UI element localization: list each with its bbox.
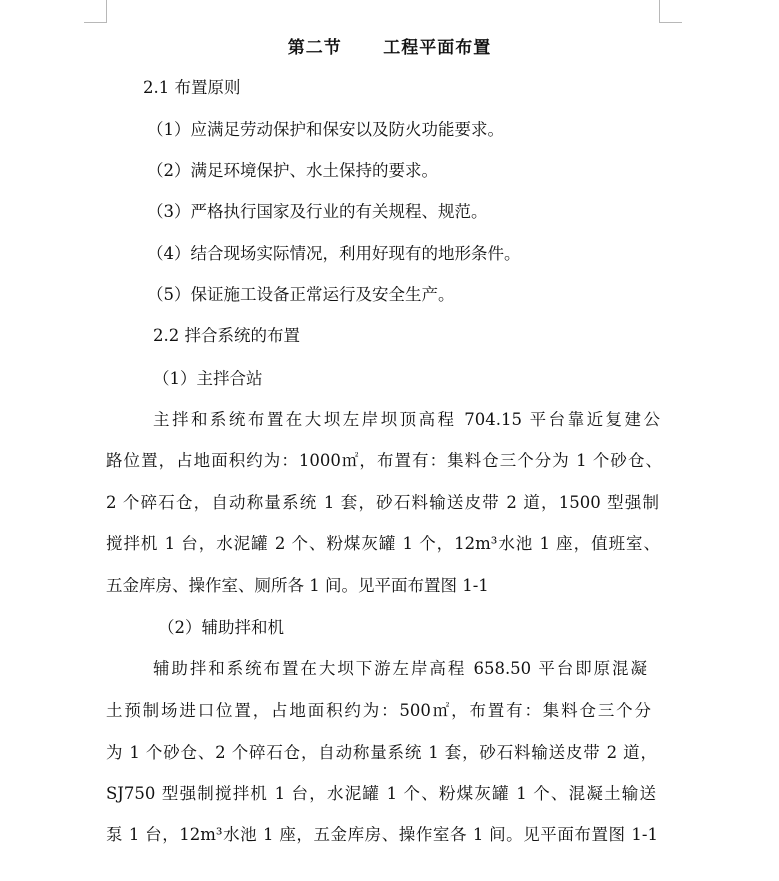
main-station-line-2: 路位置，占地面积约为：1000㎡，布置有：集料仓三个分为 1 个砂仓、 xyxy=(106,451,662,470)
subheading-main-station: （1）主拌合站 xyxy=(153,369,263,388)
principle-item-2: （2）满足环境保护、水土保持的要求。 xyxy=(147,161,438,180)
principle-item-1: （1）应满足劳动保护和保安以及防火功能要求。 xyxy=(147,120,504,139)
page-corner-mark-right xyxy=(659,0,682,23)
principle-item-3: （3）严格执行国家及行业的有关规程、规范。 xyxy=(147,202,488,221)
main-station-line-3: 2 个碎石仓，自动称量系统 1 套，砂石料输送皮带 2 道，1500 型强制 xyxy=(106,493,659,512)
heading-2-1: 2.1 布置原则 xyxy=(143,78,241,97)
aux-mixer-line-2: 土预制场进口位置，占地面积约为：500㎡，布置有：集料仓三个分 xyxy=(106,701,651,720)
principle-item-5: （5）保证施工设备正常运行及安全生产。 xyxy=(147,285,455,304)
heading-2-2: 2.2 拌合系统的布置 xyxy=(153,326,300,345)
aux-mixer-line-1: 辅助拌和系统布置在大坝下游左岸高程 658.50 平台即原混凝 xyxy=(153,659,647,678)
aux-mixer-line-4: SJ750 型强制搅拌机 1 台，水泥罐 1 个、粉煤灰罐 1 个、混凝土输送 xyxy=(106,784,656,803)
main-station-line-5: 五金库房、操作室、厕所各 1 间。见平面布置图 1-1 xyxy=(106,576,489,595)
aux-mixer-line-5: 泵 1 台，12m³水池 1 座，五金库房、操作室各 1 间。见平面布置图 1-1 xyxy=(106,825,658,844)
section-title: 第二节 工程平面布置 xyxy=(287,38,492,58)
aux-mixer-line-3: 为 1 个砂仓、2 个碎石仓，自动称量系统 1 套，砂石料输送皮带 2 道， xyxy=(106,743,657,762)
subheading-aux-mixer: （2）辅助拌和机 xyxy=(158,618,284,637)
main-station-line-4: 搅拌机 1 台，水泥罐 2 个、粉煤灰罐 1 个，12m³水池 1 座，值班室、 xyxy=(106,534,660,553)
page-corner-mark-left xyxy=(84,0,107,23)
principle-item-4: （4）结合现场实际情况，利用好现有的地形条件。 xyxy=(147,244,521,263)
main-station-line-1: 主拌和系统布置在大坝左岸坝顶高程 704.15 平台靠近复建公 xyxy=(153,410,660,429)
